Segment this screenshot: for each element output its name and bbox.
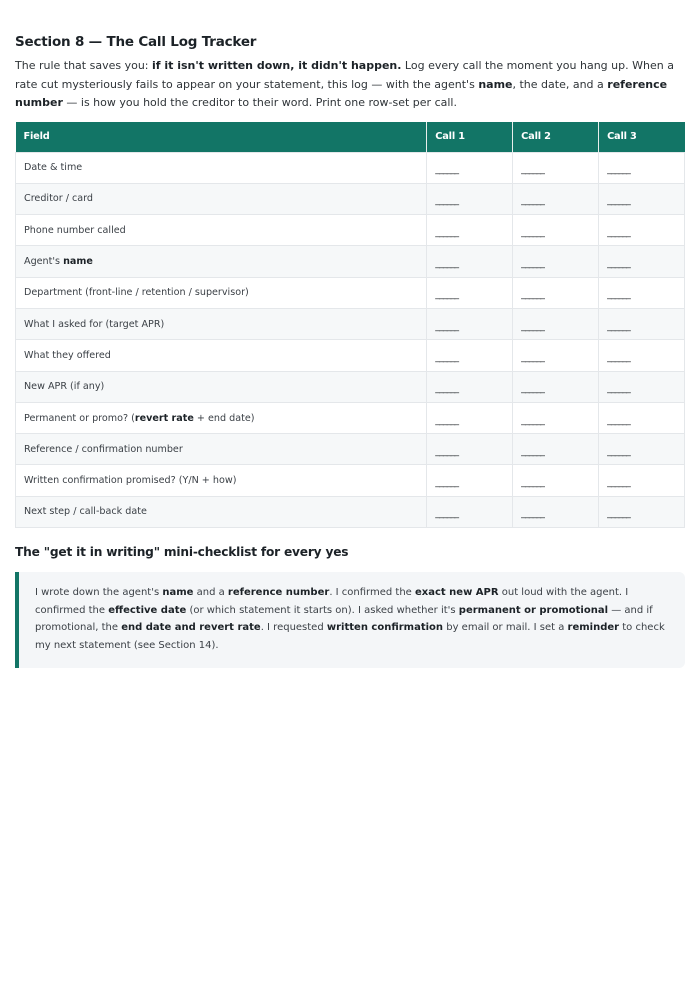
checklist-title: The "get it in writing" mini-checklist for every yes — [15, 545, 349, 559]
blank-cell-call-2: ______ — [513, 402, 599, 433]
blank-cell-call-3: ______ — [599, 340, 685, 371]
section-title: Section 8 — The Call Log Tracker — [15, 34, 257, 50]
blank-cell-call-1: ______ — [427, 246, 513, 277]
field-label-bold: name — [63, 256, 93, 268]
table-row — [16, 152, 685, 183]
field-label-text: Phone number called — [24, 224, 126, 236]
intro-text: — is how you hold the creditor to their word. Print one row-set per call. — [62, 96, 457, 109]
blank-cell-call-3: ______ — [599, 277, 685, 308]
header-call-3: Call 3 — [599, 122, 685, 152]
blank-cell-call-2: ______ — [513, 308, 599, 339]
table-row — [16, 277, 685, 308]
blank-cell-call-3: ______ — [599, 246, 685, 277]
field-label-text: What they offered — [24, 349, 111, 361]
field-label — [16, 308, 427, 339]
blank-cell-call-2: ______ — [513, 215, 599, 246]
blank-cell-call-3: ______ — [599, 308, 685, 339]
blank-cell-call-1: ______ — [427, 183, 513, 214]
blank-cell-call-2: ______ — [513, 246, 599, 277]
table-header-row — [16, 122, 685, 152]
blank-cell-call-2: ______ — [513, 277, 599, 308]
checklist-bold: permanent or promotional — [458, 604, 609, 616]
intro-text: , the date, and a — [512, 77, 608, 91]
field-label-text: Reference / confirmation number — [24, 443, 183, 455]
field-label-text: Permanent or promo? ( — [24, 412, 135, 424]
blank-cell-call-1: ______ — [427, 152, 513, 183]
table-row — [16, 308, 685, 339]
field-label — [16, 183, 427, 214]
table-row — [16, 340, 685, 371]
field-label-text: New APR (if any) — [24, 381, 105, 393]
field-label — [16, 246, 427, 277]
checklist-bold: exact new APR — [415, 587, 499, 598]
field-label — [16, 496, 427, 527]
blank-cell-call-3: ______ — [599, 434, 685, 465]
intro-text: Log every call the moment you hang up. When a rate cut mysteriously fails to appear on your statement, this log — with the agent's — [15, 59, 674, 91]
intro-paragraph — [15, 57, 685, 113]
intro-bold-rule: if it isn't written down, it didn't happen. — [152, 59, 402, 72]
checklist-text-part: and a — [193, 587, 228, 598]
blank-cell-call-1: ______ — [427, 215, 513, 246]
blank-cell-call-2: ______ — [513, 371, 599, 402]
checklist-bold: written confirmation — [326, 622, 444, 634]
field-label — [16, 215, 427, 246]
field-label-text: Next step / call-back date — [24, 506, 147, 518]
field-label-text: What I asked for (target APR) — [24, 318, 165, 330]
blank-cell-call-1: ______ — [427, 308, 513, 339]
checklist-bold: end date and revert rate — [121, 622, 261, 634]
checklist-bold: reference number — [227, 587, 330, 598]
blank-cell-call-2: ______ — [513, 496, 599, 527]
intro-bold-name: name — [478, 77, 513, 91]
table-row — [16, 496, 685, 527]
checklist-bold: reminder — [567, 622, 620, 634]
blank-cell-call-2: ______ — [513, 434, 599, 465]
blank-cell-call-1: ______ — [427, 465, 513, 496]
blank-cell-call-3: ______ — [599, 215, 685, 246]
blank-cell-call-1: ______ — [427, 277, 513, 308]
blank-cell-call-2: ______ — [513, 152, 599, 183]
table-row — [16, 465, 685, 496]
checklist-callout — [15, 572, 685, 668]
field-label-bold: revert rate — [134, 412, 194, 424]
field-label-text: Written confirmation promised? (Y/N + how) — [24, 475, 237, 487]
checklist-text — [35, 584, 671, 654]
checklist-text-part: — and if promotional, the — [35, 604, 653, 634]
blank-cell-call-1: ______ — [427, 496, 513, 527]
checklist-text-part: to check my next statement (see Section 14). — [35, 622, 665, 651]
blank-cell-call-3: ______ — [599, 402, 685, 433]
blank-cell-call-3: ______ — [599, 496, 685, 527]
checklist-text-part: (or which statement it starts on). I asked whether it's — [186, 604, 459, 616]
table-row — [16, 402, 685, 433]
blank-cell-call-3: ______ — [599, 465, 685, 496]
checklist-bold: name — [162, 587, 194, 598]
blank-cell-call-1: ______ — [427, 371, 513, 402]
header-call-2: Call 2 — [513, 122, 599, 152]
blank-cell-call-1: ______ — [427, 402, 513, 433]
blank-cell-call-2: ______ — [513, 340, 599, 371]
table-row — [16, 183, 685, 214]
checklist-text-part: I wrote down the agent's — [35, 587, 163, 598]
blank-cell-call-2: ______ — [513, 465, 599, 496]
field-label — [16, 340, 427, 371]
checklist-text-part: . I requested — [260, 622, 327, 634]
table-row — [16, 371, 685, 402]
field-label — [16, 371, 427, 402]
table-row — [16, 434, 685, 465]
checklist-bold: effective date — [108, 604, 187, 616]
checklist-text-part: by email or mail. I set a — [443, 622, 568, 634]
blank-cell-call-1: ______ — [427, 340, 513, 371]
call-log-table — [15, 122, 685, 528]
table-row — [16, 215, 685, 246]
field-label-text: + end date) — [193, 412, 255, 424]
intro-bold-reference: reference number — [15, 77, 668, 109]
field-label — [16, 434, 427, 465]
checklist-text-part: . I confirmed the — [329, 587, 415, 598]
field-label-text: Department (front-line / retention / supervisor) — [24, 287, 249, 299]
header-call-1: Call 1 — [427, 122, 513, 152]
blank-cell-call-1: ______ — [427, 434, 513, 465]
field-label-text: Creditor / card — [24, 193, 94, 205]
field-label — [16, 277, 427, 308]
table-row — [16, 246, 685, 277]
field-label — [16, 152, 427, 183]
field-label — [16, 402, 427, 433]
blank-cell-call-3: ______ — [599, 371, 685, 402]
field-label — [16, 465, 427, 496]
field-label-text: Date & time — [24, 162, 83, 174]
field-label-text: Agent's — [24, 256, 64, 268]
blank-cell-call-3: ______ — [599, 183, 685, 214]
blank-cell-call-2: ______ — [513, 183, 599, 214]
checklist-text-part: out loud with the agent. I confirmed the — [35, 587, 629, 616]
header-field: Field — [16, 122, 427, 152]
table-body — [16, 152, 685, 528]
intro-text: The rule that saves you: — [15, 59, 152, 72]
blank-cell-call-3: ______ — [599, 152, 685, 183]
